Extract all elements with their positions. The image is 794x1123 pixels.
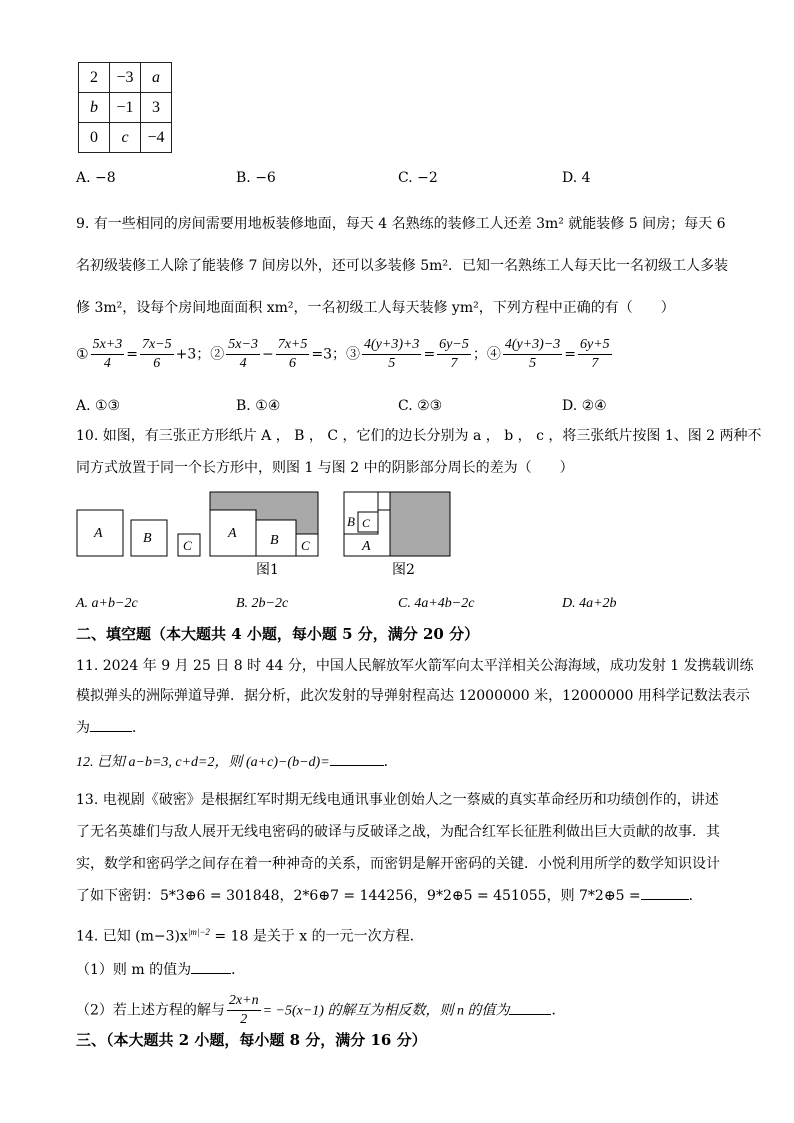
fig2-label-b: B [347,514,355,529]
option-c[interactable]: C. ②③ [398,398,443,414]
option-a[interactable]: A. ①③ [76,398,121,414]
label-a: A [94,526,103,541]
grid-cell: 0 [79,123,110,153]
option-d[interactable]: D. 4a+2b [562,596,617,611]
option-c[interactable]: C. −2 [398,170,438,186]
grid-cell: 3 [141,93,172,123]
q11-line2: 模拟弹头的洲际弹道导弹．据分析，此次发射的导弹射程高达 12000000 米，12000000 用科学记数法表示 [76,688,750,704]
option-d[interactable]: D. ②④ [562,398,607,414]
fig2-label-c: C [362,516,371,530]
q10-line1: 10. 如图，有三张正方形纸片 A ， B ， C ，它们的边长分别为 a ， b ， c ，将三张纸片按图 1、图 2 两种不 [76,428,762,444]
eq-label: ③ [346,346,360,363]
fig2-label-a: A [362,539,371,554]
eq-label: ④ [486,346,501,363]
grid-cell: −1 [110,93,141,123]
option-b[interactable]: B. ①④ [236,398,281,414]
q13-line2: 了无名英雄们与敌人展开无线电密码的破译与反破译之战，为配合红军长征胜利做出巨大贡献的故事．其 [76,824,720,840]
grid-cell: c [110,123,141,153]
fig1-label-a: A [228,526,237,541]
option-b[interactable]: B. 2b−2c [236,596,289,611]
number-grid [78,62,172,153]
grid-cell: −3 [110,63,141,93]
grid-cell: b [79,93,110,123]
option-c[interactable]: C. 4a+4b−2c [398,596,475,611]
answer-blank[interactable] [641,899,689,900]
option-b[interactable]: B. −6 [236,170,276,186]
q13-line3: 实，数学和密码学之间存在着一种神奇的关系，而密钥是解开密码的关键．小悦利用所学的数学知识设计 [76,856,720,872]
fig1-label-b: B [270,533,279,548]
section-heading-fill-in: 二、填空题（本大题共 4 小题，每小题 5 分，满分 20 分） [76,625,480,643]
grid-cell: 2 [79,63,110,93]
q13-line1: 13. 电视剧《破密》是根据红军时期无线电通讯事业创始人之一蔡威的真实革命经历和功绩创作的，讲述 [76,792,719,808]
eq-label: ① [76,346,89,363]
q14-part2: （2）若上述方程的解与 $\frac{2x+n}{2}$ = −5(x−1) 的解互为相反数，则 n 的值为 ． [76,993,566,1027]
q10-options [76,594,716,614]
answer-blank[interactable] [90,731,132,732]
q11-line3: 为 ． [76,720,146,736]
q8-options [76,168,716,188]
q12-line: 12. 已知 a−b=3, c+d=2，则 (a+c)−(b−d)= ． [76,754,398,770]
q9-line3: 修 3m²，设每个房间地面面积 xm²，一名初级工人每天装修 ym²，下列方程中正确的有（ ） [76,300,675,316]
grid-cell: a [141,63,172,93]
q11-line1: 11. 2024 年 9 月 25 日 8 时 44 分，中国人民解放军火箭军向太平洋相关公海海域，成功发射 1 发携载训练 [76,658,754,674]
answer-blank[interactable] [509,1014,551,1015]
fig1-label-c: C [301,538,310,553]
grid-cell: −4 [141,123,172,153]
q10-line2: 同方式放置于同一个长方形中，则图 1 与图 2 中的阴影部分周长的差为（ ） [76,460,574,476]
eq-label: ② [210,346,225,363]
option-a[interactable]: A. a+b−2c [76,596,138,611]
label-c: C [183,538,192,553]
option-a[interactable]: A. −8 [76,170,116,186]
q9-line1: 9. 有一些相同的房间需要用地板装修地面，每天 4 名熟练的装修工人还差 3m² 就能装修 5 间房；每天 6 [76,216,726,232]
fig2-caption: 图2 [392,562,415,578]
q9-equations: ① $\frac{5x+3}{4}$ = $\frac{7x-5}{6}$ +3；② $\frac{5x-3}{4}$ − $\frac{7x+5}{6}$ =3；③ $\frac{4(y+3)+3}{5}$ = $\frac{6y-5}{7}$ ；④ $\frac{4(y+3)-3}{5}$ = $\frac{6y+5}{7}$ [76,337,610,371]
q13-line4: 了如下密钥：5*3⊕6 = 301848，2*6⊕7 = 144256，9*2⊕5 = 451055，则 7*2⊕5 = ． [76,888,703,904]
answer-blank[interactable] [330,765,384,766]
label-b: B [143,531,152,546]
q9-line2: 名初级装修工人除了能装修 7 间房以外，还可以多装修 5m²．已知一名熟练工人每天比一名初级工人多装 [76,258,729,274]
answer-blank[interactable] [191,973,231,974]
q14-line1: 14. 已知 $(m-3)x^{|m|-2} = 18$ 是关于 x 的一元一次方程． [76,927,424,945]
q14-part1: （1）则 m 的值为 ． [76,962,246,978]
option-d[interactable]: D. 4 [562,170,591,186]
q9-options [76,396,716,416]
fig1-caption: 图1 [256,562,279,578]
section-heading-3: 三、（本大题共 2 小题，每小题 8 分，满分 16 分） [76,1031,427,1049]
